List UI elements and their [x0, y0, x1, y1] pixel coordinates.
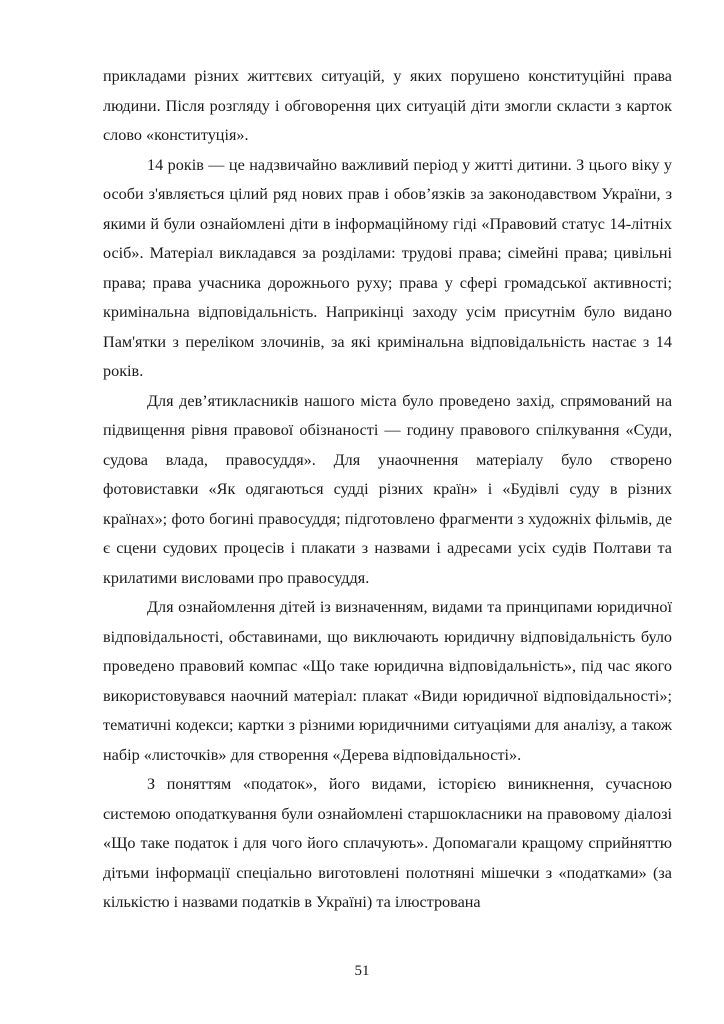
paragraph-3: Для дев’ятикласників нашого міста було проведено захід, спрямований на підвищення рівня правової обізнаності — годину правового спілкування «Суди, судова влада, правосуддя». Для унаочнення матеріалу було створено фотовиставки «Як одягаються судді різних країн» і «Будівлі суду в різних країнах»; фото богині правосуддя; підготовлено фрагменти з художніх фільмів, де є сцени судових процесів і плакати з назвами і адресами усіх судів Полтави та крилатими висловами про правосуддя.: [103, 391, 672, 587]
paragraph-5: З поняттям «податок», його видами, історією виникнення, сучасною системою оподаткування були ознайомлені старшокласники на правовому діалозі «Що таке податок і для чого його сплачують». Допомагали кращому сприйняттю дітьми інформації спеціально виготовлені полотняні мішечки з «податками» (за кількістю і назвами податків в Україні) та ілюстрована: [103, 775, 672, 911]
document-body: [103, 62, 672, 918]
paragraph-2: 14 років — це надзвичайно важливий період у житті дитини. З цього віку у особи з'являється цілий ряд нових прав і обов’язків за законодавством України, з якими й були ознайомлені діти в інформаційному гіді «Правовий статус 14-літніх осіб». Матеріал викладався за розділами: трудові права; сімейні права; цивільні права; права учасника дорожнього руху; права у сфері громадської активності; кримінальна відповідальність. Наприкінці заходу усім присутнім було видано Пам'ятки з переліком злочинів, за які кримінальна відповідальність настає з 14 років.: [103, 155, 672, 380]
paragraph-1: прикладами різних життєвих ситуацій, у яких порушено конституційні права людини. Після розгляду і обговорення цих ситуацій діти змогли скласти з карток слово «конституція».: [103, 67, 672, 144]
paragraph-4: Для ознайомлення дітей із визначенням, видами та принципами юридичної відповідальності, обставинами, що виключають юридичну відповідальність було проведено правовий компас «Що таке юридична відповідальність», під час якого використовувався наочний матеріал: плакат «Види юридичної відповідальності»; тематичні кодекси; картки з різними юридичними ситуаціями для аналізу, а також набір «листочків» для створення «Дерева відповідальності».: [103, 598, 672, 764]
page-number: 51: [354, 963, 370, 979]
